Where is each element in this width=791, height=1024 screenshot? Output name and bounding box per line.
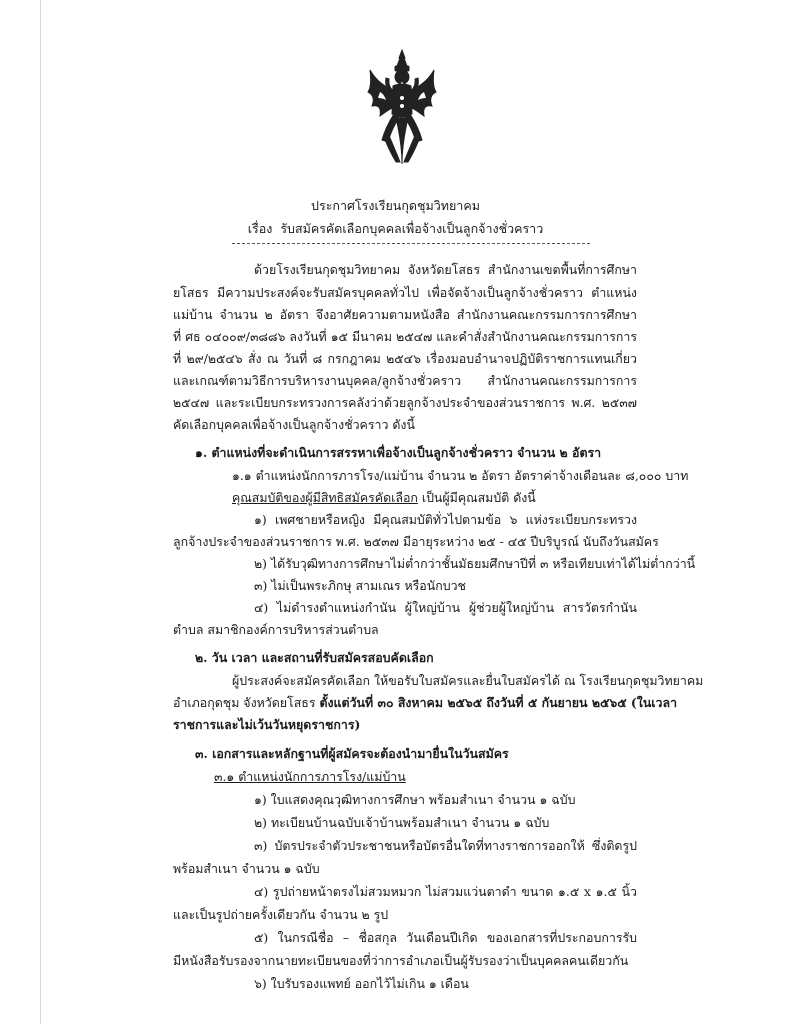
- subject-text: รับสมัครคัดเลือกบุคคลเพื่อจ้างเป็นลูกจ้างชั่วคราว: [280, 221, 544, 236]
- section3-item: ๔) รูปถ่ายหน้าตรงไม่สวมหมวก ไม่สวมแว่นตาดำ ขนาด ๑.๕ x ๑.๕ นิ้ว: [254, 884, 637, 899]
- section2-dates-line: [173, 693, 677, 713]
- subject-label: เรื่อง: [247, 221, 273, 236]
- section3-item: ๓) บัตรประจำตัวประชาชนหรือบัตรอื่นใดที่ทางราชการออกให้ ซึ่งติดรูป: [254, 838, 637, 853]
- section3-subheading: ๓.๑ ตำแหน่งนักการภารโรง/แม่บ้าน: [214, 769, 406, 784]
- intro-line: ยโสธร มีความประสงค์จะรับสมัครบุคคลทั่วไป เพื่อจัดจ้างเป็นลูกจ้างชั่วคราว ตำแหน่ง: [173, 285, 637, 300]
- intro-line: และเกณฑ์ตามวิธีการบริหารงานบุคคล/ลูกจ้างชั่วคราว สำนักงานคณะกรรมการการ: [173, 373, 637, 388]
- qualification-underlined: คุณสมบัติของผู้มีสิทธิสมัครคัดเลือก: [232, 490, 418, 505]
- section3-item: ๕) ในกรณีชื่อ – ชื่อสกุล วันเดือนปีเกิด ของเอกสารที่ประกอบการรับ: [254, 930, 637, 945]
- section1-item: ลูกจ้างประจำของส่วนราชการ พ.ศ. ๒๕๓๗ มีอายุระหว่าง ๒๕ - ๔๕ ปีบริบูรณ์ นับถึงวันสมัคร: [173, 534, 659, 549]
- section1-item: ๒) ได้รับวุฒิทางการศึกษาไม่ต่ำกว่าชั้นมัธยมศึกษาปีที่ ๓ หรือเทียบเท่าได้ไม่ต่ำกว่านี้: [254, 556, 696, 571]
- intro-line: ที่ ศธ ๐๔๐๐๙/๓๘๘๖ ลงวันที่ ๑๕ มีนาคม ๒๕๔๗ และคำสั่งสำนักงานคณะกรรมการการ: [173, 329, 637, 344]
- section2-line: ผู้ประสงค์จะสมัครคัดเลือก ให้ขอรับใบสมัครและยื่นใบสมัครได้ ณ โรงเรียนกุดชุมวิทยาคม: [232, 673, 704, 688]
- section1-heading: ๑. ตำแหน่งที่จะดำเนินการสรรหาเพื่อจ้างเป็นลูกจ้างชั่วคราว จำนวน ๒ อัตรา: [195, 445, 602, 460]
- intro-line: ที่ ๒๙/๒๕๔๖ สั่ง ณ วันที่ ๘ กรกฎาคม ๒๕๔๖ เรื่องมอบอำนาจปฏิบัติราชการแทนเกี่ยว: [173, 351, 637, 366]
- section1-item: ๓) ไม่เป็นพระภิกษุ สามเณร หรือนักบวช: [254, 578, 466, 593]
- section1-item: ๑) เพศชายหรือหญิง มีคุณสมบัติทั่วไปตามข้อ ๖ แห่งระเบียบกระทรวง: [254, 512, 637, 527]
- scan-page-edge: [40, 0, 41, 1024]
- section3-heading: ๓. เอกสารและหลักฐานที่ผู้สมัครจะต้องนำมายื่นในวันสมัคร: [195, 746, 509, 761]
- section1-item: ๔) ไม่ดำรงตำแหน่งกำนัน ผู้ใหญ่บ้าน ผู้ช่วยผู้ใหญ่บ้าน สารวัตรกำนัน: [254, 600, 637, 615]
- section2-hours: ราชการและไม่เว้นวันหยุดราชการ): [173, 717, 361, 732]
- section1-item: ตำบล สมาชิกองค์การบริหารส่วนตำบล: [173, 622, 379, 637]
- section3-item: ๑) ใบแสดงคุณวุฒิทางการศึกษา พร้อมสำเนา จำนวน ๑ ฉบับ: [254, 792, 576, 807]
- section1-position-line: ๑.๑ ตำแหน่งนักการภารโรง/แม่บ้าน จำนวน ๒ อัตรา อัตราค่าจ้างเดือนละ ๘,๐๐๐ บาท: [232, 468, 689, 483]
- title-divider: [232, 243, 590, 244]
- qualification-rest: เป็นผู้มีคุณสมบัติ ดังนี้: [417, 490, 536, 505]
- intro-line: คัดเลือกบุคคลเพื่อจ้างเป็นลูกจ้างชั่วคราว ดังนี้: [173, 417, 415, 432]
- section3-item: ๖) ใบรับรองแพทย์ ออกไว้ไม่เกิน ๑ เดือน: [254, 976, 469, 991]
- intro-line: ด้วยโรงเรียนกุดชุมวิทยาคม จังหวัดยโสธร สำนักงานเขตพื้นที่การศึกษา: [254, 262, 637, 277]
- announcement-subject: [0, 219, 791, 239]
- section3-item: พร้อมสำเนา จำนวน ๑ ฉบับ: [173, 861, 320, 876]
- announcement-title: ประกาศโรงเรียนกุดชุมวิทยาคม: [311, 198, 480, 213]
- garuda-emblem-icon: [366, 48, 438, 166]
- section3-item: และเป็นรูปถ่ายครั้งเดียวกัน จำนวน ๒ รูป: [173, 907, 389, 922]
- section2-dates: ตั้งแต่วันที่ ๓๐ สิงหาคม ๒๕๖๕ ถึงวันที่ ๕ กันยายน ๒๕๖๕ (ในเวลา: [319, 695, 678, 710]
- intro-line: ๒๕๔๗ และระเบียบกระทรวงการคลังว่าด้วยลูกจ้างประจำของส่วนราชการ พ.ศ. ๒๕๓๗: [173, 395, 637, 410]
- section2-location: อำเภอกุดชุม จังหวัดยโสธร: [173, 695, 320, 710]
- section3-item: มีหนังสือรับรองจากนายทะเบียนของที่ว่าการอำเภอเป็นผู้รับรองว่าเป็นบุคคลคนเดียวกัน: [173, 953, 629, 968]
- section1-qualification-heading: [232, 488, 536, 508]
- intro-line: แม่บ้าน จำนวน ๒ อัตรา จึงอาศัยความตามหนังสือ สำนักงานคณะกรรมการการศึกษา: [173, 307, 637, 322]
- section2-heading: ๒. วัน เวลา และสถานที่รับสมัครสอบคัดเลือก: [195, 650, 434, 665]
- section3-item: ๒) ทะเบียนบ้านฉบับเจ้าบ้านพร้อมสำเนา จำนวน ๑ ฉบับ: [254, 815, 550, 830]
